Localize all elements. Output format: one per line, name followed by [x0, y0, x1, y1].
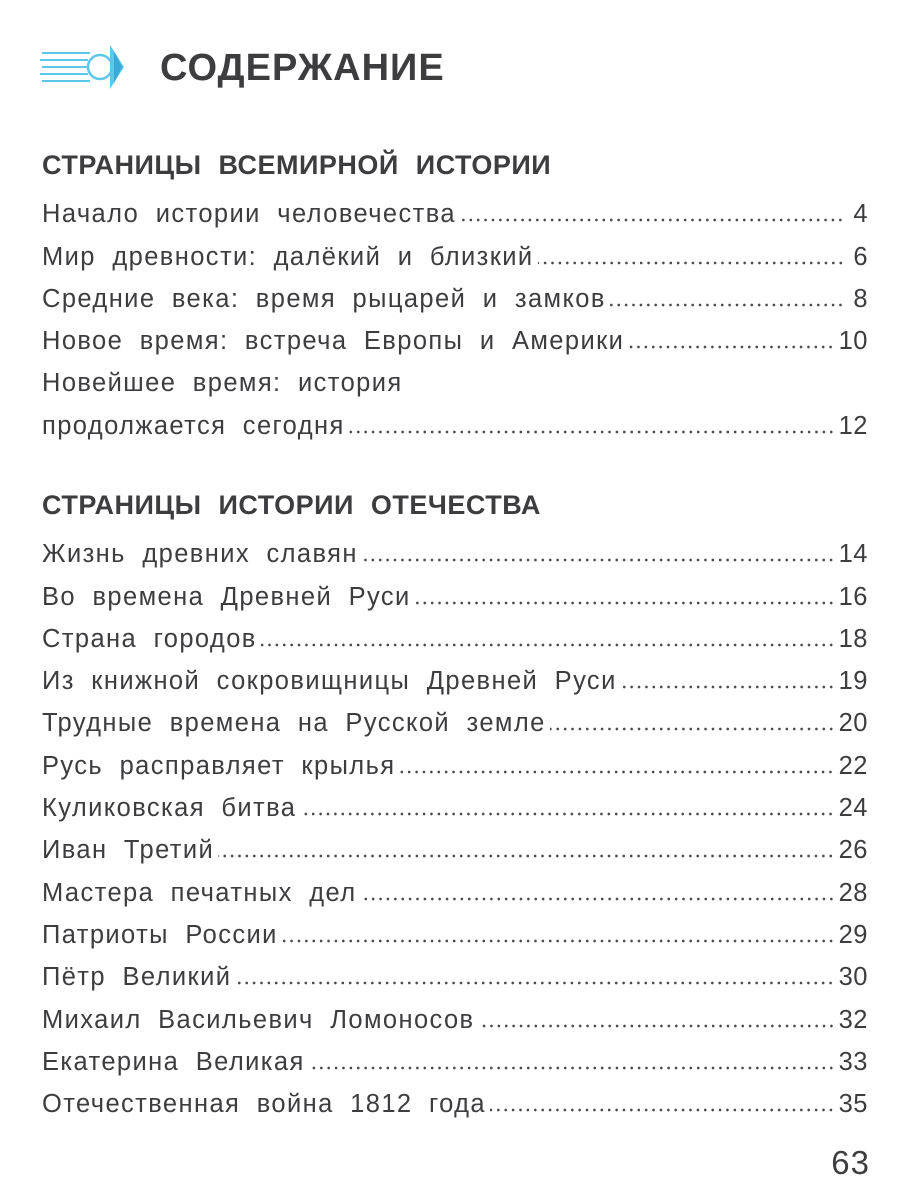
- dot-leader: [235, 981, 834, 985]
- dot-leader: [610, 303, 844, 307]
- toc-entry[interactable]: [42, 356, 868, 441]
- entry-page-number: 6: [853, 242, 868, 271]
- section-title: СТРАНИЦЫ ИСТОРИИ ОТЕЧЕСТВА: [42, 490, 541, 520]
- entry-title: Жизнь древних славян: [42, 540, 358, 569]
- comet-book-icon: [38, 33, 128, 103]
- dot-leader: [490, 1108, 835, 1112]
- dot-leader: [550, 727, 835, 731]
- dot-leader: [399, 770, 834, 774]
- dot-leader: [282, 939, 835, 943]
- entry-title: Михаил Васильевич Ломоносов: [42, 1005, 475, 1034]
- entry-page-number: 14: [838, 540, 868, 569]
- entry-title-line2: продолжается сегодня: [42, 411, 345, 440]
- entry-page-number: 24: [838, 794, 868, 823]
- entry-title: Екатерина Великая: [42, 1047, 305, 1076]
- toc-entry[interactable]: [42, 314, 868, 356]
- entry-title: Трудные времена на Русской земле: [42, 709, 546, 738]
- entry-page-number: 30: [838, 963, 868, 992]
- entry-page-number: 16: [838, 582, 868, 611]
- entry-title: Страна городов: [42, 624, 257, 653]
- toc-entry[interactable]: [42, 272, 868, 314]
- dot-leader: [538, 261, 844, 265]
- entry-title: Патриоты России: [42, 920, 278, 949]
- entry-title: Во времена Древней Руси: [42, 582, 411, 611]
- dot-leader: [479, 1024, 835, 1028]
- entry-page-number: 32: [838, 1005, 868, 1034]
- entry-page-number: 19: [838, 667, 868, 696]
- page-title: СОДЕРЖАНИЕ: [160, 46, 445, 89]
- toc-entry[interactable]: [42, 569, 868, 611]
- entry-title: Новое время: встреча Европы и Америки: [42, 327, 625, 356]
- toc-entry[interactable]: [42, 527, 868, 569]
- section-world-history: [42, 143, 868, 441]
- entry-title-line1: Новейшее время: история: [42, 369, 403, 398]
- toc-entry[interactable]: [42, 612, 868, 654]
- dot-leader: [218, 854, 834, 858]
- entry-page-number: 8: [853, 284, 868, 313]
- dot-leader: [628, 345, 834, 349]
- entry-title: Мастера печатных дел: [42, 878, 357, 907]
- toc-entry[interactable]: [42, 696, 868, 738]
- entry-title: Иван Третий: [42, 836, 215, 865]
- toc-entry[interactable]: [42, 823, 868, 865]
- toc-entry[interactable]: [42, 654, 868, 696]
- toc-entry[interactable]: [42, 187, 868, 229]
- entry-title: Пётр Великий: [42, 963, 232, 992]
- entry-title: Мир древности: далёкий и близкий: [42, 242, 534, 271]
- entry-page-number: 12: [838, 411, 868, 440]
- page-number: 63: [831, 1144, 870, 1181]
- toc-entry[interactable]: [42, 992, 868, 1034]
- section-fatherland-history: [42, 483, 868, 1119]
- toc-entry[interactable]: [42, 738, 868, 780]
- dot-leader: [415, 601, 835, 605]
- entry-title: Куликовская битва: [42, 794, 297, 823]
- toc-entry[interactable]: [42, 950, 868, 992]
- toc-entry[interactable]: [42, 1077, 868, 1119]
- entry-page-number: 22: [838, 751, 868, 780]
- section-title: СТРАНИЦЫ ВСЕМИРНОЙ ИСТОРИИ: [42, 150, 552, 180]
- dot-leader: [300, 812, 834, 816]
- toc-entry[interactable]: [42, 781, 868, 823]
- entry-title: Начало истории человечества: [42, 200, 456, 229]
- toc-entry[interactable]: [42, 908, 868, 950]
- dot-leader: [309, 1066, 835, 1070]
- entry-page-number: 26: [838, 836, 868, 865]
- dot-leader: [460, 218, 844, 222]
- dot-leader: [361, 897, 835, 901]
- toc-entry[interactable]: [42, 229, 868, 271]
- entry-page-number: 4: [853, 200, 868, 229]
- entry-page-number: 33: [838, 1047, 868, 1076]
- entry-page-number: 35: [838, 1090, 868, 1119]
- entry-page-number: 18: [838, 624, 868, 653]
- entry-title: Русь расправляет крылья: [42, 751, 396, 780]
- toc-entry[interactable]: [42, 865, 868, 907]
- entry-title: Средние века: время рыцарей и замков: [42, 284, 606, 313]
- entry-page-number: 20: [838, 709, 868, 738]
- entry-title: Отечественная война 1812 года: [42, 1090, 487, 1119]
- entry-page-number: 29: [838, 920, 868, 949]
- toc-entry[interactable]: [42, 1035, 868, 1077]
- dot-leader: [261, 643, 835, 647]
- dot-leader: [349, 430, 835, 434]
- dot-leader: [362, 558, 835, 562]
- header: [38, 28, 445, 108]
- dot-leader: [621, 685, 835, 689]
- entry-title: Из книжной сокровищницы Древней Руси: [42, 667, 617, 696]
- entry-page-number: 28: [838, 878, 868, 907]
- entry-page-number: 10: [838, 327, 868, 356]
